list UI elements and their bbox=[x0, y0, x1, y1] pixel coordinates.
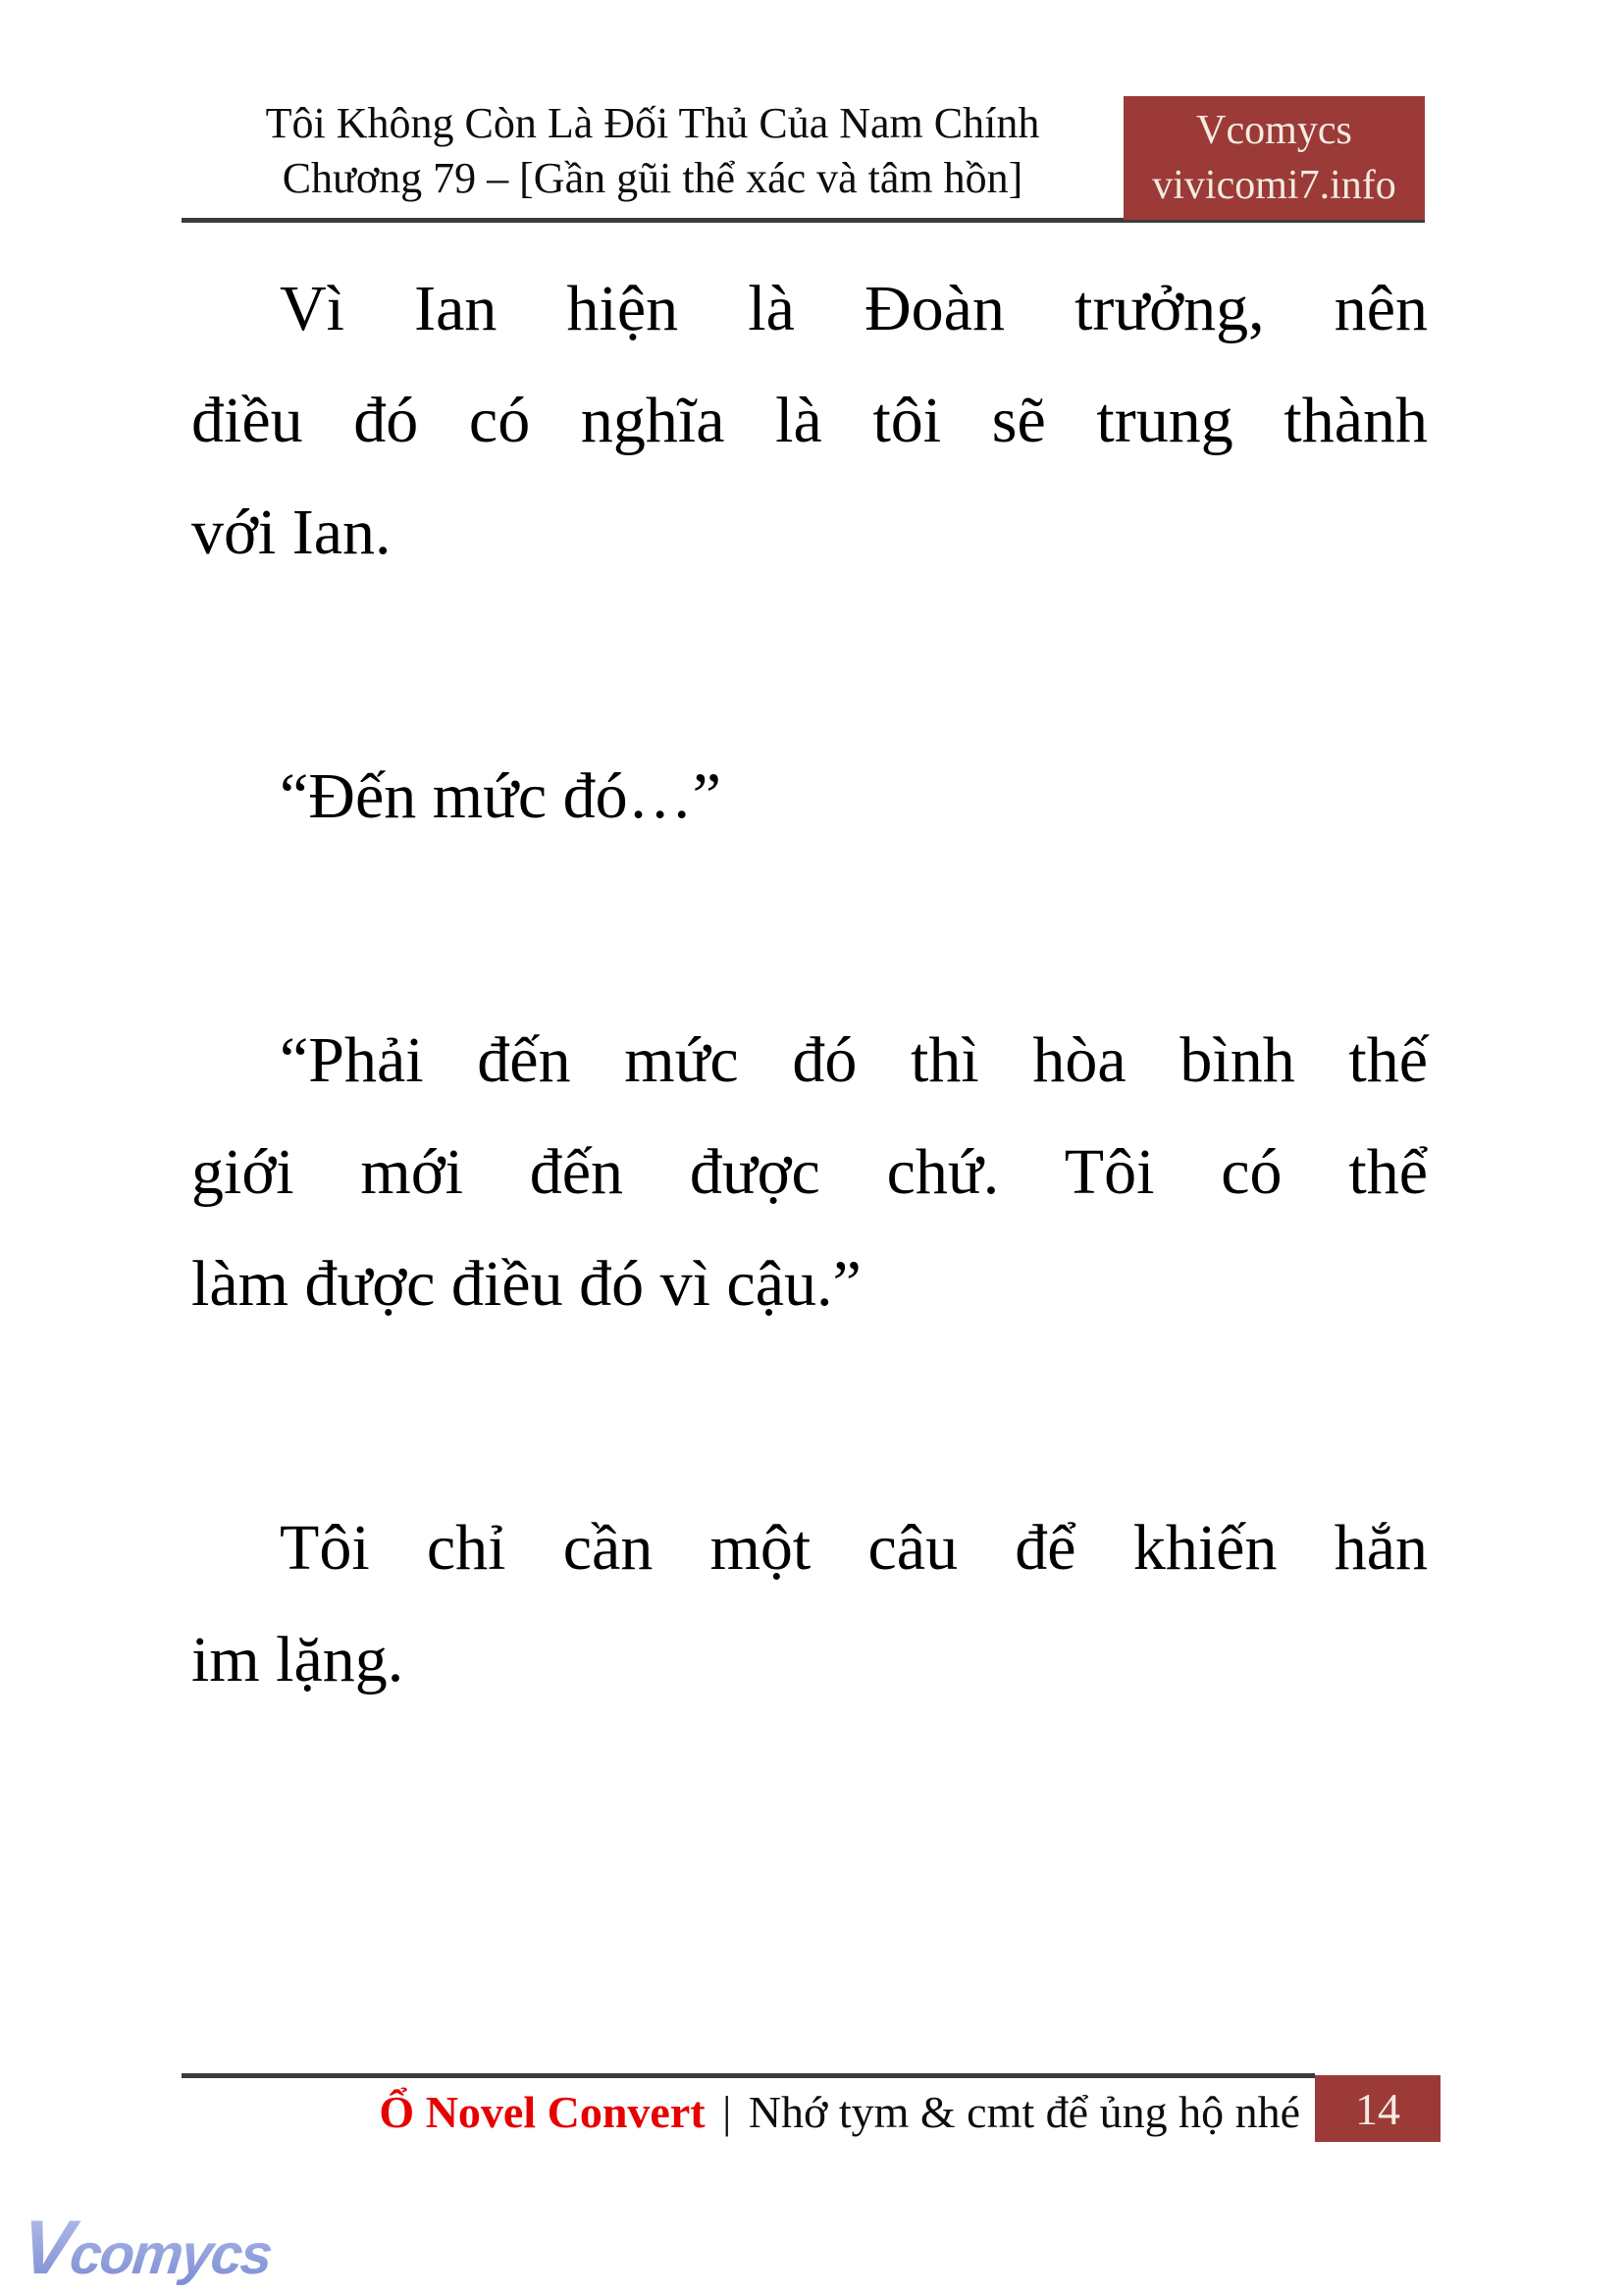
footer-note: Nhớ tym & cmt để ủng hộ nhé bbox=[748, 2087, 1300, 2137]
page-number-badge bbox=[1315, 2075, 1441, 2142]
body-line: điều đó có nghĩa là tôi sẽ trung thành bbox=[191, 385, 1428, 456]
body-line: im lặng. bbox=[191, 1624, 404, 1695]
body-line: “Phải đến mức đó thì hòa bình thế bbox=[280, 1024, 1428, 1096]
paragraph bbox=[191, 1492, 1428, 1716]
footer-brand: Ổ Novel Convert bbox=[379, 2087, 706, 2137]
body-line: Vì Ian hiện là Đoàn trưởng, nên bbox=[280, 273, 1428, 344]
body-line: Tôi chỉ cần một câu để khiến hắn bbox=[280, 1512, 1428, 1584]
footer-divider bbox=[182, 2073, 1315, 2078]
translator-badge bbox=[1124, 96, 1425, 220]
paragraph bbox=[191, 741, 1428, 853]
chapter-header bbox=[186, 96, 1119, 206]
vcomycs-logo bbox=[17, 2206, 276, 2295]
body-line: giới mới đến được chứ. Tôi có thể bbox=[191, 1136, 1428, 1208]
body-line: “Đến mức đó…” bbox=[280, 760, 721, 832]
translator-site: vivicomi7.info bbox=[1152, 163, 1396, 208]
paragraph bbox=[191, 1005, 1428, 1340]
paragraph bbox=[191, 253, 1428, 589]
logo-initial: V bbox=[17, 2204, 77, 2290]
translator-name: Vcomycs bbox=[1196, 108, 1352, 153]
novel-title: Tôi Không Còn Là Đối Thủ Của Nam Chính bbox=[265, 99, 1040, 147]
story-text bbox=[191, 253, 1428, 1716]
footer-credit bbox=[191, 2082, 1300, 2143]
footer-separator: | bbox=[722, 2087, 732, 2137]
page-number: 14 bbox=[1355, 2083, 1400, 2134]
body-line: với Ian. bbox=[191, 496, 392, 568]
chapter-subtitle: Chương 79 – [Gần gũi thể xác và tâm hồn] bbox=[282, 154, 1023, 202]
body-line: làm được điều đó vì cậu.” bbox=[191, 1248, 862, 1320]
logo-rest: comycs bbox=[67, 2222, 275, 2286]
